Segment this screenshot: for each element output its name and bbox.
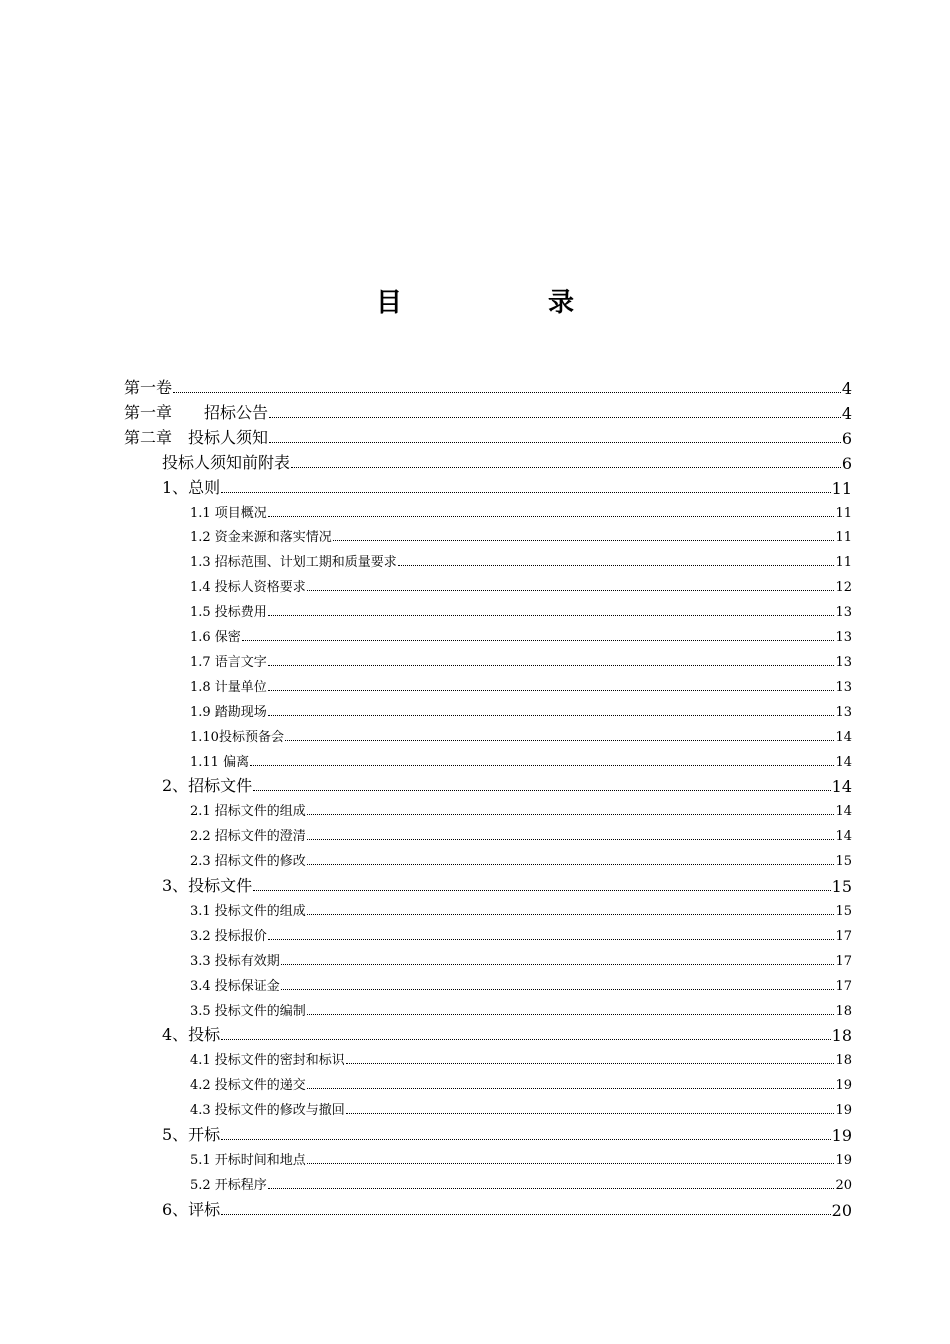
toc-entry-label: 4.3 投标文件的修改与撤回 bbox=[190, 1103, 345, 1119]
toc-entry-page: 15 bbox=[835, 854, 852, 870]
toc-entry-leader bbox=[307, 814, 835, 815]
toc-entry-leader bbox=[268, 516, 835, 517]
toc-entry[interactable] bbox=[190, 1098, 852, 1118]
toc-entry-label: 1、总则 bbox=[162, 477, 221, 497]
toc-entry[interactable] bbox=[190, 924, 852, 944]
toc-entry-leader bbox=[253, 790, 830, 791]
toc-entry-leader bbox=[242, 640, 835, 641]
toc-entry-label: 1.5 投标费用 bbox=[190, 605, 267, 621]
toc-entry-leader bbox=[307, 1014, 835, 1015]
toc-entry[interactable] bbox=[190, 650, 852, 670]
toc-entry-label: 4.1 投标文件的密封和标识 bbox=[190, 1053, 345, 1069]
toc-entry-leader bbox=[307, 914, 835, 915]
toc-entry-leader bbox=[291, 467, 841, 468]
toc-entry[interactable] bbox=[190, 799, 852, 819]
toc-entry-page: 13 bbox=[835, 605, 852, 621]
toc-entry-page: 19 bbox=[835, 1152, 852, 1168]
toc-entry-label: 4.2 投标文件的递交 bbox=[190, 1078, 306, 1094]
toc-entry-label: 5.2 开标程序 bbox=[190, 1177, 267, 1193]
toc-entry-label: 第二章 投标人须知 bbox=[124, 427, 269, 447]
toc-entry-label: 1.10投标预备会 bbox=[190, 729, 284, 745]
toc-entry[interactable] bbox=[162, 874, 852, 896]
toc-entry[interactable] bbox=[190, 550, 852, 570]
toc-entry[interactable] bbox=[190, 625, 852, 645]
toc-entry-leader bbox=[221, 1214, 830, 1215]
toc-entry-leader bbox=[307, 1088, 835, 1089]
toc-entry-page: 11 bbox=[835, 555, 852, 571]
toc-entry-page: 4 bbox=[841, 403, 852, 423]
toc-entry-leader bbox=[281, 989, 835, 990]
toc-entry-label: 6、评标 bbox=[162, 1199, 221, 1219]
toc-entry-label: 1.1 项目概况 bbox=[190, 505, 267, 521]
toc-entry-leader bbox=[268, 665, 835, 666]
toc-entry-leader bbox=[307, 590, 835, 591]
toc-entry[interactable] bbox=[190, 1173, 852, 1193]
toc-entry-page: 19 bbox=[835, 1078, 852, 1094]
toc-entry-label: 第一卷 bbox=[124, 378, 173, 397]
toc-entry[interactable] bbox=[190, 899, 852, 919]
toc-entry[interactable] bbox=[124, 376, 852, 398]
toc-entry-page: 19 bbox=[831, 1126, 852, 1145]
toc-entry[interactable] bbox=[190, 750, 852, 770]
toc-entry[interactable] bbox=[162, 451, 852, 473]
toc-entry-leader bbox=[268, 690, 835, 691]
toc-entry-label: 1.7 语言文字 bbox=[190, 654, 267, 670]
toc-entry[interactable] bbox=[190, 525, 852, 545]
toc-entry-page: 17 bbox=[835, 978, 852, 994]
toc-entry-page: 18 bbox=[835, 1053, 852, 1069]
toc-entry-label: 第一章 招标公告 bbox=[124, 402, 269, 422]
toc-entry-leader bbox=[333, 540, 835, 541]
toc-entry-leader bbox=[346, 1063, 835, 1064]
toc-entry[interactable] bbox=[190, 501, 852, 521]
toc-entry-page: 14 bbox=[835, 804, 852, 820]
toc-entry-leader bbox=[221, 492, 830, 493]
toc-entry[interactable] bbox=[190, 700, 852, 720]
toc-entry[interactable] bbox=[162, 476, 852, 498]
toc-entry-leader bbox=[221, 1139, 830, 1140]
toc-entry[interactable] bbox=[190, 999, 852, 1019]
toc-entry[interactable] bbox=[190, 849, 852, 869]
toc-entry-label: 3.3 投标有效期 bbox=[190, 953, 280, 969]
toc-entry-leader bbox=[250, 765, 834, 766]
toc-entry[interactable] bbox=[162, 774, 852, 796]
toc-entry-leader bbox=[398, 565, 835, 566]
toc-entry[interactable] bbox=[190, 1073, 852, 1093]
toc-entry-label: 2.2 招标文件的澄清 bbox=[190, 829, 306, 845]
toc-entry[interactable] bbox=[124, 401, 852, 423]
toc-entry-leader bbox=[268, 615, 835, 616]
toc-entry-label: 5、开标 bbox=[162, 1125, 221, 1144]
toc-entry-label: 5.1 开标时间和地点 bbox=[190, 1152, 306, 1168]
toc-entry-page: 6 bbox=[841, 453, 852, 473]
toc-entry-leader bbox=[269, 417, 841, 418]
toc-entry-label: 3、投标文件 bbox=[162, 876, 253, 895]
toc-entry-label: 3.1 投标文件的组成 bbox=[190, 903, 306, 919]
toc-entry-page: 4 bbox=[841, 379, 852, 398]
toc-entry-leader bbox=[253, 890, 830, 891]
toc-entry-label: 2、招标文件 bbox=[162, 776, 253, 796]
toc-entry-page: 20 bbox=[831, 1200, 852, 1220]
toc-entry[interactable] bbox=[190, 949, 852, 969]
toc-entry-label: 2.3 招标文件的修改 bbox=[190, 854, 306, 870]
toc-entry[interactable] bbox=[190, 575, 852, 595]
toc-entry-leader bbox=[268, 939, 835, 940]
toc-entry-page: 20 bbox=[835, 1177, 852, 1193]
toc-entry-page: 18 bbox=[831, 1026, 852, 1046]
toc-entry-page: 15 bbox=[835, 903, 852, 919]
toc-entry[interactable] bbox=[190, 1048, 852, 1068]
toc-entry-leader bbox=[221, 1039, 830, 1040]
toc-entry-label: 1.9 踏勘现场 bbox=[190, 704, 267, 720]
toc-entry-leader bbox=[346, 1113, 835, 1114]
toc-entry[interactable] bbox=[162, 1198, 852, 1220]
toc-entry-page: 13 bbox=[835, 654, 852, 670]
toc-entry-page: 13 bbox=[835, 679, 852, 695]
toc-entry-page: 13 bbox=[835, 630, 852, 645]
toc-entry-page: 11 bbox=[831, 478, 852, 498]
toc-entry-label: 4、投标 bbox=[162, 1025, 221, 1045]
toc-entry-label: 投标人须知前附表 bbox=[162, 452, 291, 472]
toc-entry-page: 11 bbox=[835, 530, 852, 546]
toc-entry[interactable] bbox=[190, 675, 852, 695]
toc-entry-leader bbox=[269, 442, 841, 443]
toc-entry-page: 13 bbox=[835, 704, 852, 720]
toc-entry-page: 6 bbox=[841, 428, 852, 448]
toc-entry[interactable] bbox=[162, 1023, 852, 1045]
toc-entry[interactable] bbox=[190, 974, 852, 994]
toc-entry-page: 19 bbox=[835, 1103, 852, 1119]
toc-entry-label: 1.8 计量单位 bbox=[190, 679, 267, 695]
toc-entry-page: 14 bbox=[835, 754, 852, 770]
toc-entry-label: 1.2 资金来源和落实情况 bbox=[190, 530, 332, 546]
toc-entry[interactable] bbox=[190, 600, 852, 620]
toc-entry-page: 11 bbox=[835, 505, 852, 521]
toc-entry-label: 1.11 偏离 bbox=[190, 754, 250, 770]
toc-entry-label: 3.2 投标报价 bbox=[190, 928, 267, 944]
toc-entry-leader bbox=[281, 964, 835, 965]
toc-entry-label: 1.3 招标范围、计划工期和质量要求 bbox=[190, 555, 397, 571]
toc-entry-page: 14 bbox=[831, 777, 852, 797]
toc-entry-label: 3.4 投标保证金 bbox=[190, 978, 280, 994]
toc-entry-page: 15 bbox=[831, 877, 852, 896]
page-title: 目 录 bbox=[375, 288, 634, 318]
toc-entry[interactable] bbox=[162, 1123, 852, 1145]
toc-entry-page: 14 bbox=[835, 729, 852, 745]
toc-entry[interactable] bbox=[124, 426, 852, 448]
toc-entry[interactable] bbox=[190, 1148, 852, 1168]
toc-entry-label: 1.4 投标人资格要求 bbox=[190, 580, 306, 596]
toc-entry-label: 2.1 招标文件的组成 bbox=[190, 804, 306, 820]
toc-entry-page: 17 bbox=[835, 953, 852, 969]
toc-entry-page: 14 bbox=[835, 829, 852, 845]
toc-entry-leader bbox=[307, 839, 835, 840]
toc-entry-leader bbox=[285, 740, 835, 741]
toc-entry[interactable] bbox=[190, 824, 852, 844]
toc-entry-label: 3.5 投标文件的编制 bbox=[190, 1003, 306, 1019]
toc-entry-label: 1.6 保密 bbox=[190, 630, 241, 645]
toc-entry-leader bbox=[307, 864, 835, 865]
toc-entry[interactable] bbox=[190, 725, 852, 745]
toc-entry-leader bbox=[173, 392, 841, 393]
toc-entry-page: 18 bbox=[835, 1003, 852, 1019]
toc-entry-page: 12 bbox=[835, 580, 852, 596]
toc-entry-leader bbox=[268, 1188, 835, 1189]
toc-entry-page: 17 bbox=[835, 928, 852, 944]
toc-entry-leader bbox=[307, 1163, 835, 1164]
toc-entry-leader bbox=[268, 715, 835, 716]
